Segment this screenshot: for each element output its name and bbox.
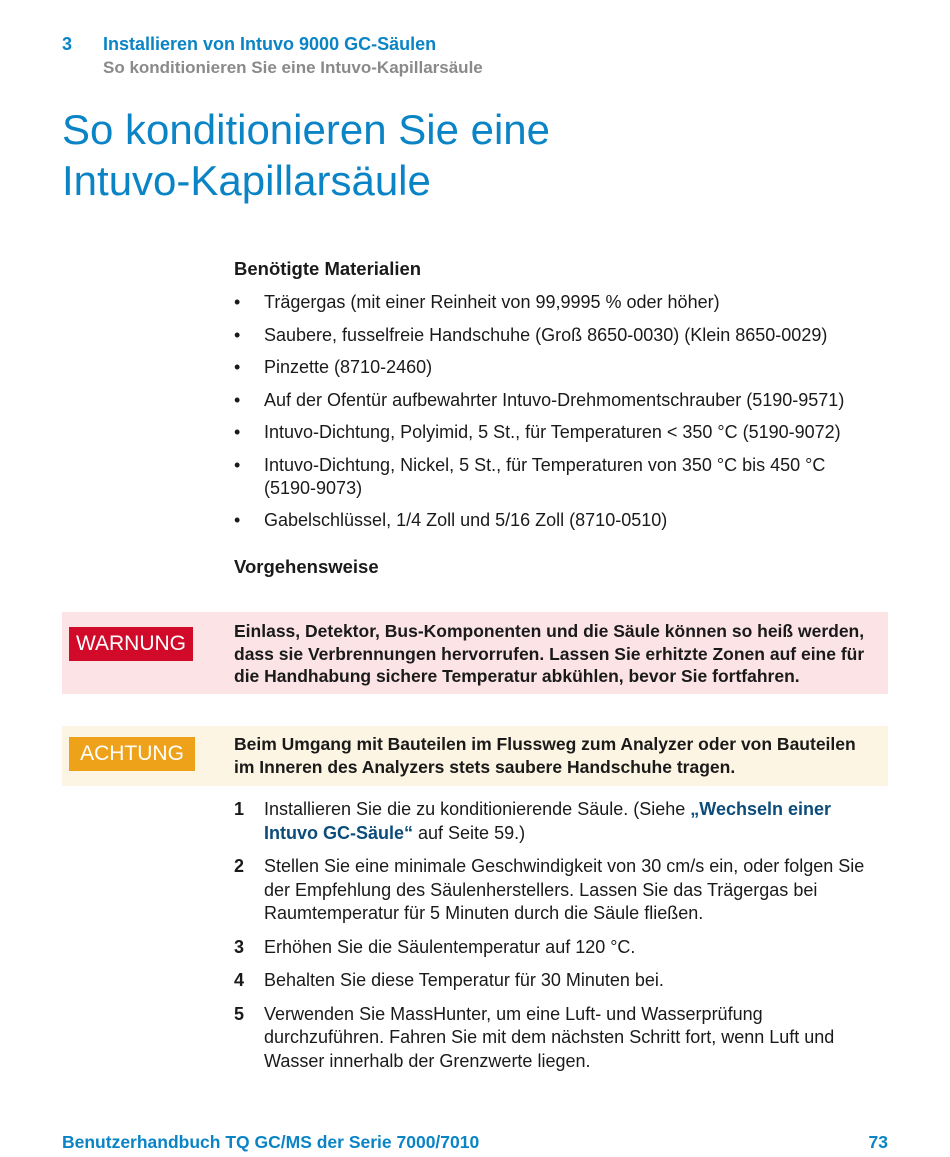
warning-text: Einlass, Detektor, Bus-Komponenten und die Säule können so heiß werden, dass sie Verbrennungen hervorrufen. Lassen Sie erhitzte Zonen auf eine für die Handhabung sichere Temperatur abkühlen, bevor Sie fortfahren.	[234, 621, 865, 686]
cross-reference-link[interactable]: „Wechseln einer Intuvo GC-Säule“	[264, 799, 832, 843]
material-text: Intuvo-Dichtung, Nickel, 5 St., für Temperaturen von 350 °C bis 450 °C (5190-9073)	[264, 454, 826, 498]
page-footer	[62, 1132, 888, 1153]
chapter-line	[62, 34, 483, 55]
caution-text: Beim Umgang mit Bauteilen im Flussweg zum Analyzer oder von Bauteilen im Inneren des Analyzers stets saubere Handschuhe tragen.	[234, 734, 856, 777]
procedure-steps	[234, 798, 884, 1083]
material-text: Gabelschlüssel, 1/4 Zoll und 5/16 Zoll (8710-0510)	[264, 510, 668, 530]
material-text: Auf der Ofentür aufbewahrter Intuvo-Drehmomentschrauber (5190-9571)	[264, 389, 845, 410]
page-title-line1: So konditionieren Sie eine	[62, 106, 551, 153]
material-text: Trägergas (mit einer Reinheit von 99,9995 % oder höher)	[264, 292, 720, 312]
bullet-icon: •	[234, 357, 241, 377]
bullet-icon: •	[234, 292, 241, 312]
material-text: Saubere, fusselfreie Handschuhe (Groß 8650-0030) (Klein 8650-0029)	[264, 324, 828, 345]
page-number: 73	[868, 1132, 888, 1152]
chapter-number: 3	[62, 34, 73, 54]
bullet-icon: •	[234, 454, 241, 475]
material-text: Intuvo-Dichtung, Polyimid, 5 St., für Temperaturen < 350 °C (5190-9072)	[264, 422, 841, 442]
step-item	[234, 855, 884, 926]
material-text: Pinzette (8710-2460)	[264, 357, 433, 377]
running-header	[62, 34, 483, 78]
section-subtitle: So konditionieren Sie eine Intuvo-Kapillarsäule	[103, 58, 483, 77]
list-item	[234, 454, 874, 500]
step-number: 4	[234, 970, 245, 990]
step-item	[234, 936, 884, 960]
bullet-icon: •	[234, 324, 241, 345]
caution-badge: ACHTUNG	[69, 737, 195, 771]
step-number: 2	[234, 856, 245, 876]
list-item	[234, 356, 874, 379]
warning-box	[62, 612, 888, 694]
materials-heading: Benötigte Materialien	[234, 258, 422, 279]
page-title	[62, 104, 762, 206]
step-number: 1	[234, 799, 245, 819]
list-item	[234, 389, 874, 412]
list-item	[234, 421, 874, 444]
list-item	[234, 291, 874, 314]
step-number: 3	[234, 936, 245, 957]
step-text: Stellen Sie eine minimale Geschwindigkeit von 30 cm/s ein, oder folgen Sie der Empfehlung des Säulenherstellers. Lassen Sie das Trägergas bei Raumtemperatur für 5 Minuten durch die Säule fließen.	[264, 856, 865, 923]
chapter-title: Installieren von Intuvo 9000 GC-Säulen	[103, 34, 437, 54]
step-item	[234, 798, 884, 845]
page-title-line2: Intuvo-Kapillarsäule	[62, 157, 431, 204]
step-text: Erhöhen Sie die Säulentemperatur auf 120 °C.	[264, 936, 636, 957]
step-number: 5	[234, 1003, 245, 1024]
procedure-heading: Vorgehensweise	[234, 556, 379, 577]
bullet-icon: •	[234, 389, 241, 410]
step-item	[234, 969, 884, 993]
step-item	[234, 1003, 884, 1074]
warning-badge: WARNUNG	[69, 627, 193, 661]
manual-title: Benutzerhandbuch TQ GC/MS der Serie 7000/7010	[62, 1132, 480, 1152]
bullet-icon: •	[234, 422, 241, 442]
caution-box	[62, 726, 888, 786]
step-text: Verwenden Sie MassHunter, um eine Luft- und Wasserprüfung durchzuführen. Fahren Sie mit dem nächsten Schritt fort, wenn Luft und Wasser innerhalb der Grenzwerte liegen.	[264, 1003, 835, 1071]
list-item	[234, 509, 874, 532]
step-text-before: Installieren Sie die zu konditionierende Säule. (Siehe	[264, 799, 691, 819]
materials-list	[234, 291, 874, 542]
bullet-icon: •	[234, 510, 241, 530]
step-text-after: auf Seite 59.)	[413, 822, 526, 843]
step-text: Behalten Sie diese Temperatur für 30 Minuten bei.	[264, 970, 664, 990]
list-item	[234, 324, 874, 347]
